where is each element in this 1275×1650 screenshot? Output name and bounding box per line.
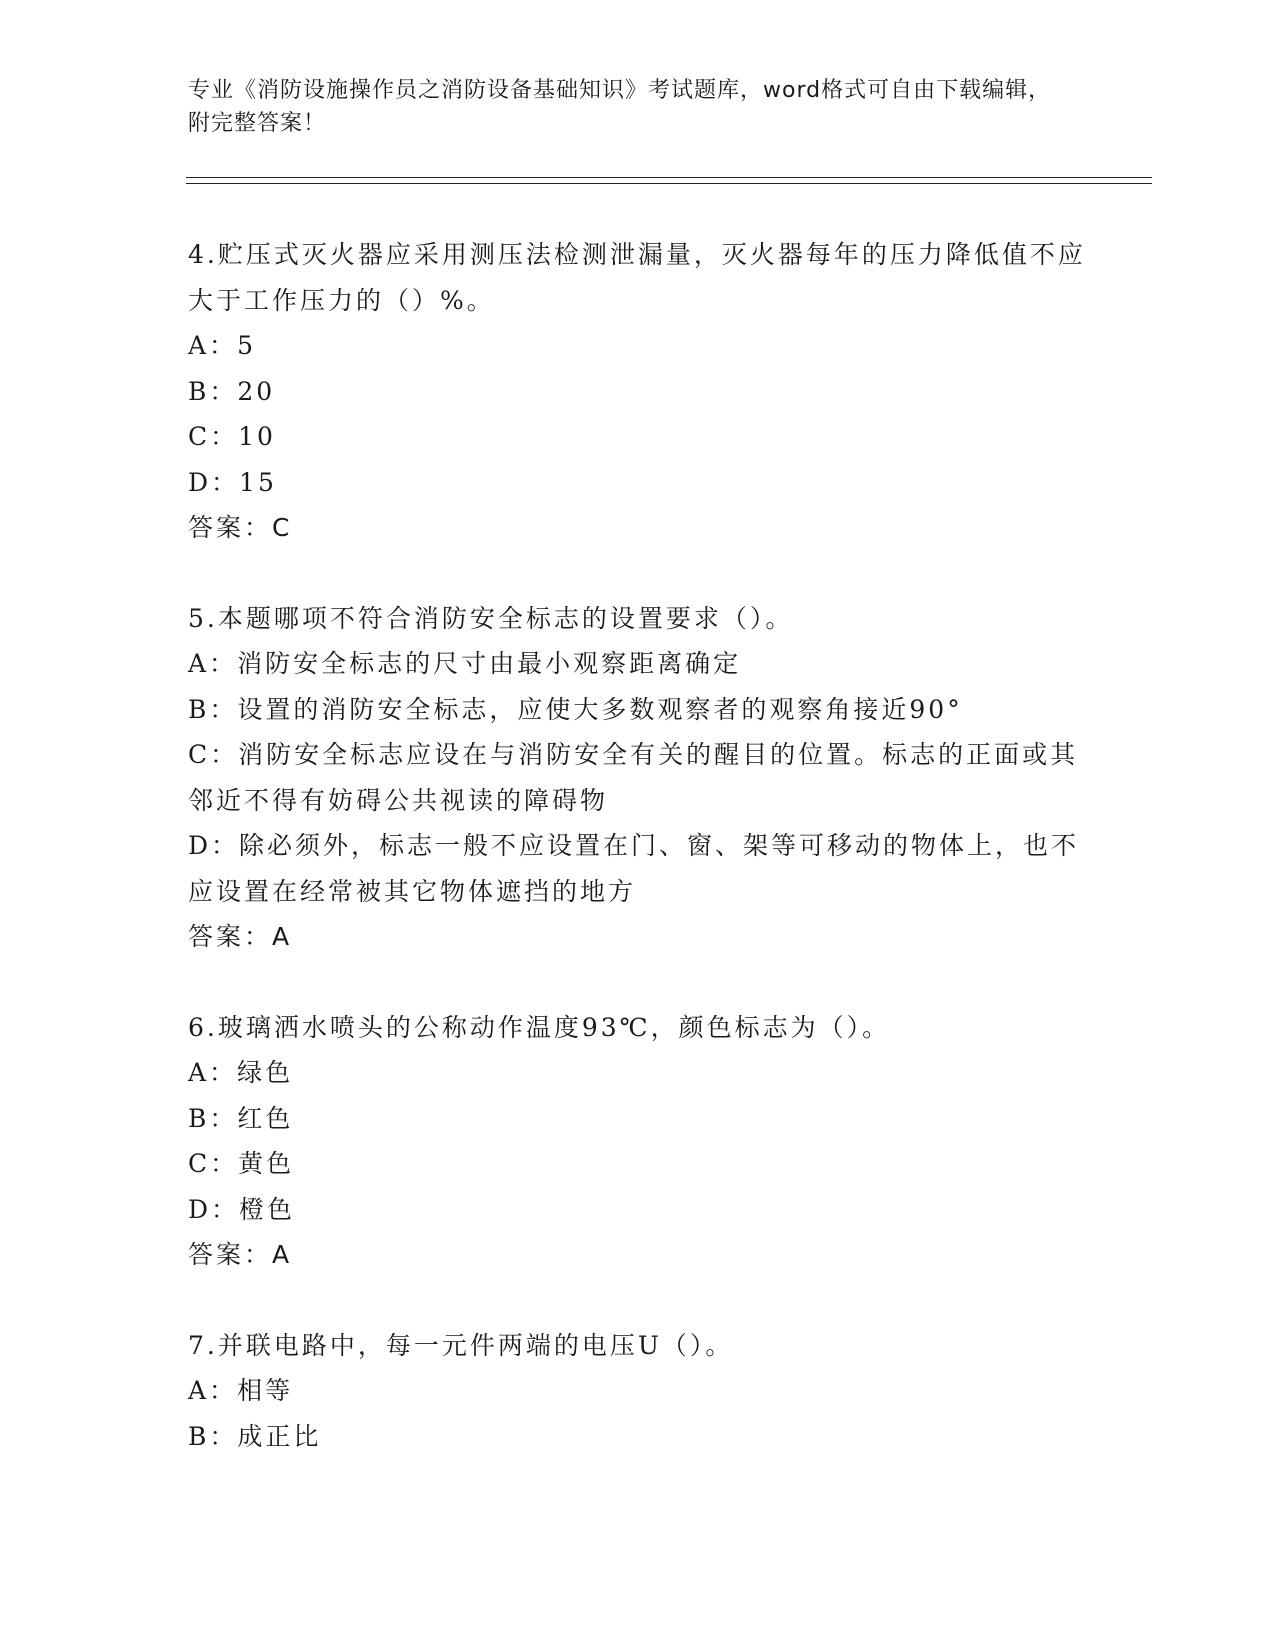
- option-text: 绿色: [237, 1058, 294, 1087]
- option-label: C：: [188, 740, 239, 769]
- option-b: [188, 1414, 1088, 1460]
- option-text: 除必须外，标志一般不应设置在门、窗、架等可移动的物体上，也不应设置在经常被其它物体遮挡的地方: [188, 831, 1080, 906]
- option-text: 20: [237, 376, 276, 406]
- option-label: A：: [188, 331, 238, 360]
- option-a: [188, 1050, 1088, 1096]
- option-label: D：: [188, 1194, 240, 1224]
- option-label: B：: [188, 1103, 238, 1133]
- option-a: [188, 323, 1088, 369]
- option-label: A：: [188, 1376, 238, 1405]
- option-text: 设置的消防安全标志，应使大多数观察者的观察角接近90°: [237, 694, 963, 724]
- option-b: [188, 1096, 1088, 1142]
- question-stem: 6.玻璃洒水喷头的公称动作温度93℃，颜色标志为（）。: [188, 1012, 891, 1042]
- option-d: [188, 823, 1088, 914]
- option-label: C：: [188, 422, 239, 451]
- option-text: 橙色: [239, 1194, 296, 1224]
- answer: 答案：C: [188, 513, 293, 542]
- header-divider-bottom: [186, 183, 1152, 184]
- option-text: 相等: [237, 1376, 294, 1405]
- question-stem: 7.并联电路中，每一元件两端的电压U（）。: [188, 1330, 734, 1360]
- option-a: [188, 1368, 1088, 1414]
- question-stem: 5.本题哪项不符合消防安全标志的设置要求（）。: [188, 603, 794, 633]
- option-text: 15: [239, 467, 277, 497]
- option-text: 10: [238, 422, 276, 451]
- option-b: [188, 369, 1088, 415]
- option-c: [188, 414, 1088, 460]
- option-label: A：: [188, 649, 238, 678]
- option-label: B：: [188, 694, 238, 724]
- option-text: 成正比: [237, 1421, 322, 1451]
- answer: 答案：A: [188, 922, 293, 951]
- option-a: [188, 641, 1088, 687]
- question-6: [188, 1005, 1088, 1278]
- header-divider-top: [186, 177, 1152, 178]
- option-text: 消防安全标志应设在与消防安全有关的醒目的位置。标志的正面或其邻近不得有妨碍公共视读的障碍物: [188, 740, 1079, 815]
- option-label: B：: [188, 1421, 238, 1451]
- option-b: [188, 687, 1088, 733]
- option-d: [188, 460, 1088, 506]
- option-c: [188, 1141, 1088, 1187]
- question-5: [188, 596, 1088, 960]
- option-d: [188, 1187, 1088, 1233]
- option-c: [188, 732, 1088, 823]
- option-text: 5: [237, 331, 256, 360]
- option-label: C：: [188, 1149, 239, 1178]
- option-label: B：: [188, 376, 238, 406]
- option-text: 黄色: [238, 1149, 295, 1178]
- option-text: 消防安全标志的尺寸由最小观察距离确定: [237, 649, 742, 678]
- question-stem: 4.贮压式灭火器应采用测压法检测泄漏量，灭火器每年的压力降低值不应大于工作压力的（）%。: [188, 240, 1086, 315]
- question-4: [188, 232, 1088, 551]
- question-list: [188, 232, 1088, 1504]
- question-7: [188, 1323, 1088, 1460]
- option-label: D：: [188, 831, 240, 860]
- option-text: 红色: [237, 1103, 294, 1133]
- answer: 答案：A: [188, 1240, 293, 1269]
- option-label: D：: [188, 467, 240, 497]
- option-label: A：: [188, 1058, 238, 1087]
- document-header: 专业《消防设施操作员之消防设备基础知识》考试题库，word格式可自由下载编辑，附完整答案！: [188, 78, 1052, 136]
